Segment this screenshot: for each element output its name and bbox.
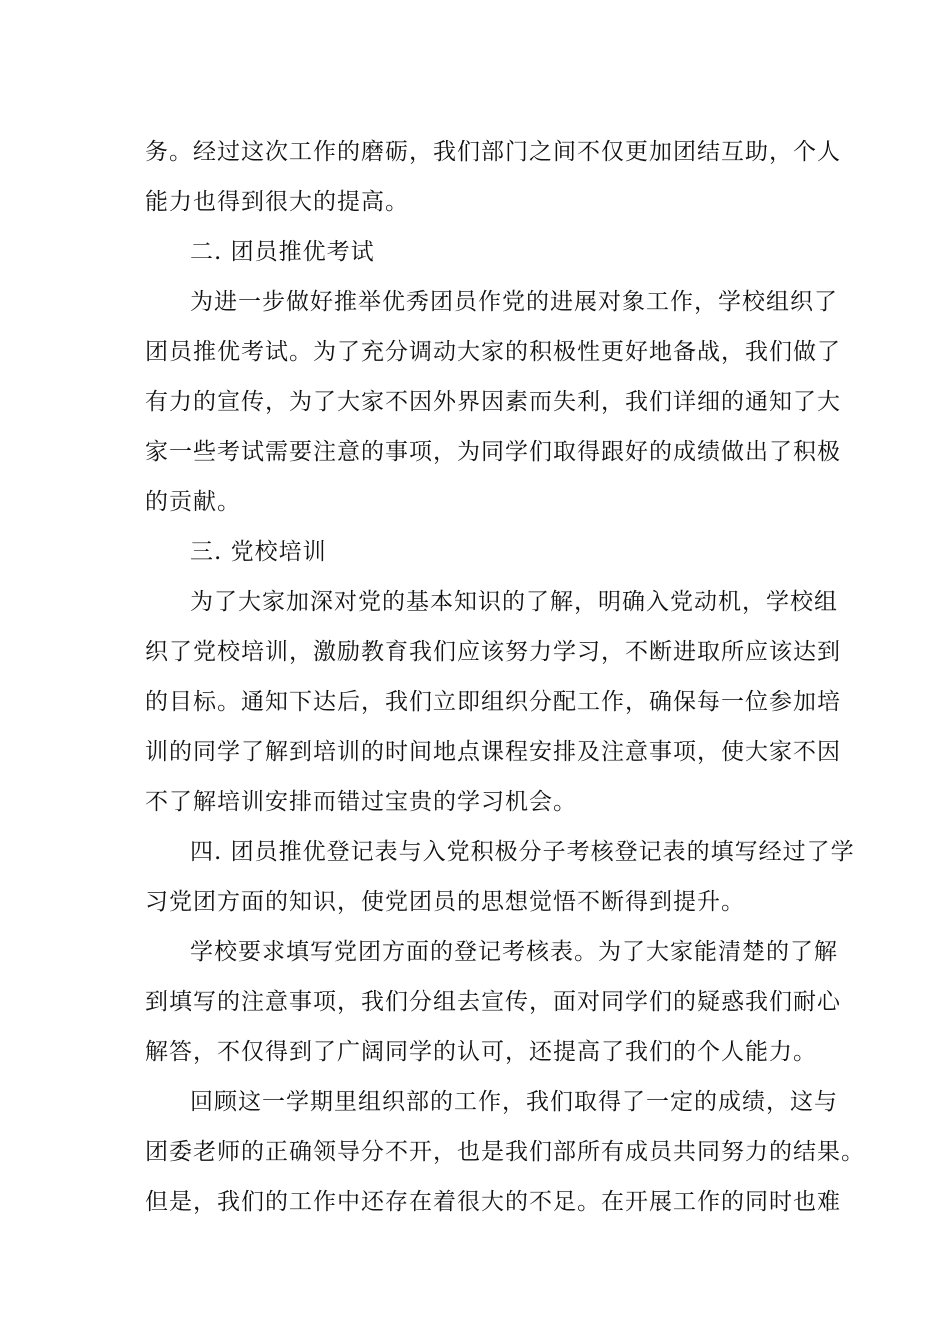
text-line: 有力的宣传，为了大家不因外界因素而失利，我们详细的通知了大 <box>145 389 841 415</box>
text-line: 团委老师的正确领导分不开，也是我们部所有成员共同努力的结果。 <box>145 1139 865 1165</box>
section-heading: 三. 党校培训 <box>190 539 327 565</box>
text-line: 学校要求填写党团方面的登记考核表。为了大家能清楚的了解 <box>190 939 838 965</box>
text-line: 训的同学了解到培训的时间地点课程安排及注意事项，使大家不因 <box>145 739 841 765</box>
text-line: 为了大家加深对党的基本知识的了解，明确入党动机，学校组 <box>190 589 838 615</box>
section-heading: 四. 团员推优登记表与入党积极分子考核登记表的填写经过了学 <box>190 839 855 865</box>
text-line: 织了党校培训，激励教育我们应该努力学习，不断进取所应该达到 <box>145 639 841 665</box>
text-line: 的贡献。 <box>145 489 241 515</box>
section-heading: 二. 团员推优考试 <box>190 239 375 265</box>
text-line: 不了解培训安排而错过宝贵的学习机会。 <box>145 789 577 815</box>
text-line: 习党团方面的知识，使党团员的思想觉悟不断得到提升。 <box>145 889 745 915</box>
text-line: 团员推优考试。为了充分调动大家的积极性更好地备战，我们做了 <box>145 339 841 365</box>
text-line: 家一些考试需要注意的事项，为同学们取得跟好的成绩做出了积极 <box>145 439 841 465</box>
text-line: 务。经过这次工作的磨砺，我们部门之间不仅更加团结互助，个人 <box>145 139 841 165</box>
text-line: 的目标。通知下达后，我们立即组织分配工作，确保每一位参加培 <box>145 689 841 715</box>
text-line: 回顾这一学期里组织部的工作，我们取得了一定的成绩，这与 <box>190 1089 838 1115</box>
text-line: 解答，不仅得到了广阔同学的认可，还提高了我们的个人能力。 <box>145 1039 817 1065</box>
text-line: 但是，我们的工作中还存在着很大的不足。在开展工作的同时也难 <box>145 1189 841 1215</box>
text-line: 能力也得到很大的提高。 <box>145 189 409 215</box>
text-line: 到填写的注意事项，我们分组去宣传，面对同学们的疑惑我们耐心 <box>145 989 841 1015</box>
text-line: 为进一步做好推举优秀团员作党的进展对象工作，学校组织了 <box>190 289 838 315</box>
